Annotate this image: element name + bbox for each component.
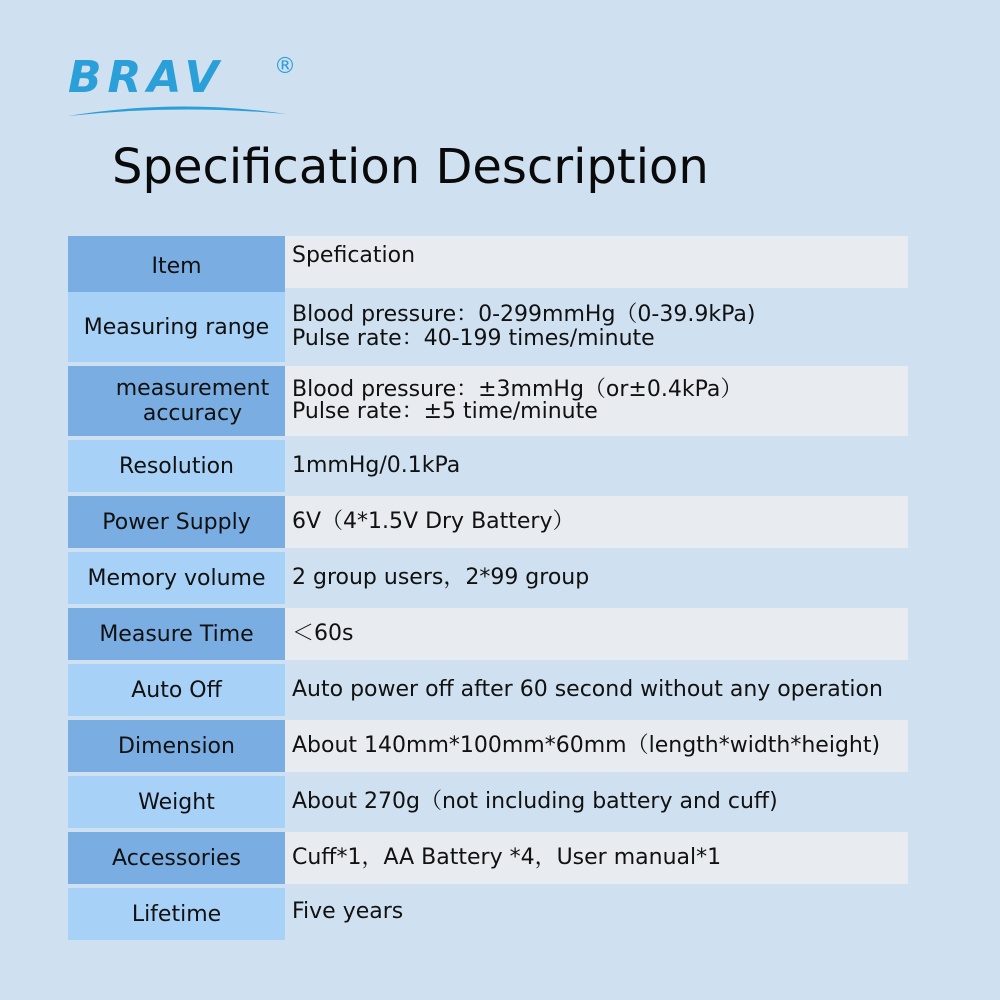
table-row [68,552,908,604]
row-value-line: 6V（4*1.5V Dry Battery） [292,509,575,534]
row-value [285,720,908,772]
table-header-row [68,236,908,288]
row-label: Measuring range [68,292,285,362]
row-value-line: Auto power off after 60 second without any operation [292,677,883,702]
row-label: Measure Time [68,608,285,660]
table-row [68,496,908,548]
row-value-line: Cuff*1，AA Battery *4，User manual*1 [292,845,722,870]
row-label: Auto Off [68,664,285,716]
row-value [285,440,908,492]
table-row [68,720,908,772]
row-label: measurement accuracy [68,366,317,436]
row-label: Resolution [68,440,285,492]
table-row [68,664,908,716]
row-value [285,292,908,362]
row-value-line: About 270g（not including battery and cuff) [292,789,778,814]
registered-mark: ® [274,54,296,79]
row-label: Power Supply [68,496,285,548]
row-value [285,608,908,660]
row-value-line: About 140mm*100mm*60mm（length*width*height) [292,733,881,758]
logo-swoosh-icon [68,96,288,120]
brand-logo-text: BRAV [68,52,225,103]
table-row [68,608,908,660]
row-value-line: 1mmHg/0.1kPa [292,453,461,478]
row-value-line: 2 group users，2*99 group [292,565,590,590]
row-value [285,776,908,828]
table-header-spec: Spefication [285,236,908,288]
row-value-line: Five years [292,899,404,924]
table-row [68,292,908,362]
row-value [285,552,908,604]
table-row [68,888,908,940]
table-row [68,440,908,492]
table-row [68,776,908,828]
row-value-line: Blood pressure：±3mmHg（or±0.4kPa） [292,377,743,402]
table-row [68,366,908,436]
row-value-line: Pulse rate：40-199 times/minute [292,326,655,351]
row-value [285,832,908,884]
table-row [68,832,908,884]
row-label: Weight [68,776,285,828]
row-value [285,366,908,436]
row-label: Lifetime [68,888,285,940]
row-value-line: Pulse rate：±5 time/minute [292,399,598,424]
row-value-line: Blood pressure：0-299mmHg（0-39.9kPa) [292,302,756,327]
row-value [285,888,908,940]
row-value [285,664,908,716]
row-label: Accessories [68,832,285,884]
table-header-item: Item [68,236,285,292]
row-label: Memory volume [68,552,285,604]
row-label: Dimension [68,720,285,772]
brand-logo [68,52,308,122]
page-title: Specification Description [112,139,709,195]
row-value-line: ＜60s [292,621,354,646]
row-value [285,496,908,548]
